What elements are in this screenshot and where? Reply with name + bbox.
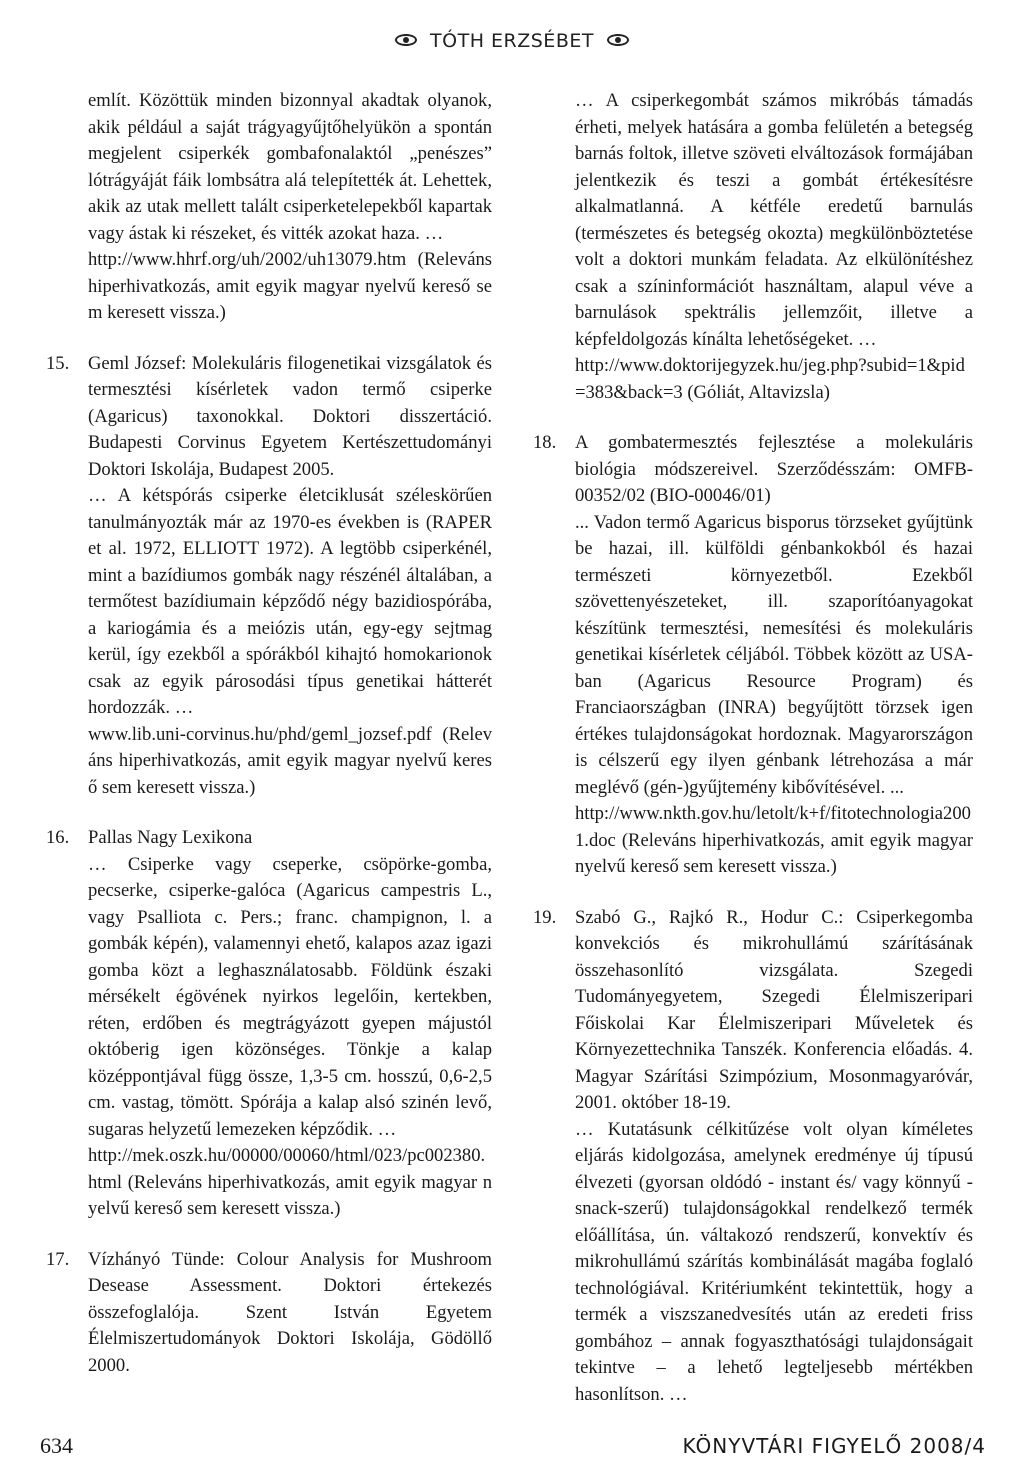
running-head-title: TÓTH ERZSÉBET [430,30,594,52]
reference-entry [46,825,492,1223]
reference-number: 19. [533,906,557,928]
reference-paragraph: ... Vadon termő Agaricus bisporus törzseket gyűjtünk be hazai, ill. külföldi génbankokból és hazai természeti környezetből. Ezekből szövettenyészeteket, ill. szaporítóanyagokat készítünk termesztési, nemesítési és molekuláris genetikai kísérletek céljából. Többek között az USA-ban (Agaricus Resource Program) és Franciaországban (INRA) begyűjtött törzsek igen értékes tulajdonságokat hordoznak. Magyarországon is célszerű egy ilyen génbank létrehozása a már meglévő (gén-)gyűjtemény kibővítésével. ... [575,511,973,798]
reference-entry [533,430,973,881]
left-column [46,88,492,1403]
reference-paragraph: … Csiperke vagy cseperke, csöpörke-gomba, pecserke, csiperke-galóca (Agaricus campestris L., vagy Psalliota c. Pers.; franc. champignon, l. a gombák képén), valamennyi ehető, kalapos azaz igazi gomba közt a leghasználatosabb. Földünk északi mérsékelt égövének nyirkos legelőin, kertekben, réten, erdőben és megtrágyázott gyepen májustól októberig igen közönséges. Tönkje a kalap középpontjával függ össze, 1,3-5 cm. hosszú, 0,6-2,5 cm. vastag, tömött. Spórája a kalap alsó szinén levő, sugaras helyzetű lemezeken képződik. … [88,853,492,1140]
eye-ornament-icon [607,34,629,46]
page-number: 634 [40,1433,73,1458]
eye-ornament-icon [395,34,417,46]
reference-entry [46,1247,492,1380]
reference-paragraph: … A kétspórás csiperke életciklusát széleskörűen tanulmányozták már az 1970-es években is (RAPER et al. 1972, ELLIOTT 1972). A legtöbb csiperkénél, mint a bazídiumos gombák nagy részénél általában, a termőtest bazídiumain képződő négy bazidiospórába, a kariogámia és a meiózis után, egy-egy sejtmag kerül, így ezekből a spórákból kihajtó homokarionok csak az egyik párosodási típus genetikai hátterét hordozzák. … [88,485,492,718]
reference-paragraph: Geml József: Molekuláris filogenetikai vizsgálatok és termesztési kísérletek vadon termő csiperke (Agaricus) taxonokkal. Doktori disszertáció. Budapesti Corvinus Egyetem Kertészettudományi Doktori Iskolája, Budapest 2005. [88,352,492,480]
reference-link[interactable]: http://www.nkth.gov.hu/letolt/k+f/fitotechnologia2001.doc (Releváns hiperhivatkozás, amit egyik magyar nyelvű kereső sem keresett vissza.) [575,803,973,877]
reference-link[interactable]: www.lib.uni-corvinus.hu/phd/geml_jozsef.pdf (Releváns hiperhivatkozás, amit egyik magyar nyelvű kereső sem keresett vissza.) [88,723,492,798]
reference-number: 15. [46,352,70,374]
running-head [0,30,1024,52]
reference-paragraph: Vízhányó Tünde: Colour Analysis for Mushroom Desease Assessment. Doktori értekezés összefoglalója. Szent István Egyetem Élelmiszertudományok Doktori Iskolája, Gödöllő 2000. [88,1248,492,1376]
reference-link[interactable]: http://www.hhrf.org/uh/2002/uh13079.htm (Releváns hiperhivatkozás, amit egyik magyar nyelvű kereső sem keresett vissza.) [88,249,492,323]
reference-paragraph: említ. Közöttük minden bizonnyal akadtak olyanok, akik például a saját trágyagyűjtőhelyükön a spontán megjelent csiperkék gombafonalaktól „penészes” lótrágyáját fáik lombsátra alá telepítették át. Lehettek, akik az utak mellett talált csiperketelepekből kapartak vagy ástak ki részeket, és vitték azokat haza. … [88,90,492,244]
journal-name: KÖNYVTÁRI FIGYELŐ 2008/4 [682,1434,986,1458]
reference-paragraph: … A csiperkegombát számos mikróbás támadás érheti, melyek hatására a gomba felületén a betegség barnás foltok, illetve szöveti elváltozások formájában jelentkezik és teszi a gombát értékesítésre alkalmatlanná. A kétféle eredetű barnulás (természetes és betegség okozta) megkülönböztetése volt a doktori munkám feladata. Az elkülönítéshez csak a színinformációt használtam, alapul véve a barnulások spektrális jellemzőit, illetve a képfeldolgozás kínálta lehetőségeket. … [575,90,973,350]
reference-number: 18. [533,432,557,453]
reference-continuation [46,88,492,327]
reference-paragraph: A gombatermesztés fejlesztése a molekuláris biológia módszereivel. Szerződésszám: OMFB-00352/02 (BIO-00046/01) [575,432,973,506]
right-column [533,88,973,1432]
reference-link[interactable]: http://www.doktorijegyzek.hu/jeg.php?subid=1&pid=383&back=3 (Góliát, Altavizsla) [575,355,965,403]
reference-link[interactable]: http://mek.oszk.hu/00000/00060/html/023/pc002380.html (Releváns hiperhivatkozás, amit egyik magyar nyelvű kereső sem keresett vissza.) [88,1145,492,1219]
reference-number: 16. [46,827,70,848]
reference-entry [46,351,492,802]
reference-paragraph: Szabó G., Rajkó R., Hodur C.: Csiperkegomba konvekciós és mikrohullámú szárításának összehasonlító vizsgálata. Szegedi Tudományegyetem, Szegedi Élelmiszeripari Főiskolai Kar Élelmiszeripari Műveletek és Környezettechnika Tanszék. Konferencia előadás. 4. Magyar Szárítási Szimpózium, Mosonmagyaróvár, 2001. október 18-19. [575,906,973,1113]
reference-number: 17. [46,1248,70,1270]
reference-paragraph: … Kutatásunk célkitűzése volt olyan kíméletes eljárás kidolgozása, amelynek eredménye új típusú élvezeti (gyorsan oldódó - instant és/ vagy könnyű - snack-szerű) tulajdonságokkal rendelkező termék előállítása, ún. váltakozó rendszerű, konvektív és mikrohullámú szárítás kombinálását magába foglaló technológiával. Kritériumként tekintettük, hogy a termék a viszszanedvesítés után az eredeti friss gombához – annak fogyaszthatósági tulajdonságait tekintve – a lehető legteljesebb mértékben hasonlítson. … [575,1118,973,1405]
reference-continuation [533,88,973,406]
reference-entry [533,905,973,1409]
reference-paragraph: Pallas Nagy Lexikona [88,827,253,848]
